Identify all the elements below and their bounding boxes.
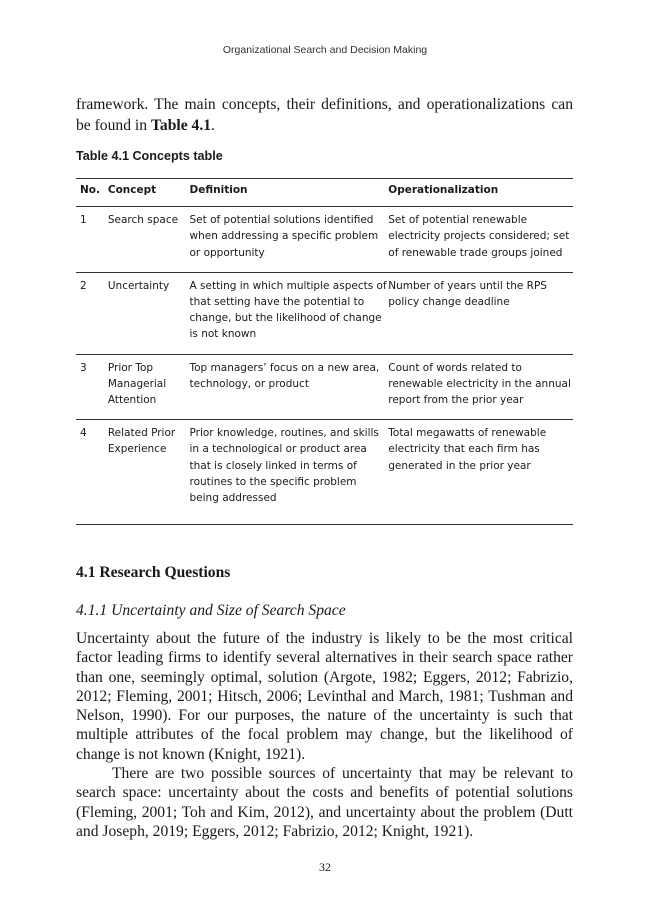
header-concept: Concept [108, 179, 190, 207]
intro-paragraph [76, 94, 573, 136]
table-header-row [76, 179, 573, 207]
section-heading: 4.1 Research Questions [76, 564, 231, 581]
cell-no: 2 [76, 272, 108, 354]
table-row [76, 420, 573, 525]
cell-no: 1 [76, 207, 108, 273]
intro-end: . [211, 117, 215, 134]
cell-definition: Prior knowledge, routines, and skills in a technological or product area that is closely linked in terms of routines to the specific problem being addressed [190, 420, 389, 525]
cell-definition: A setting in which multiple aspects of that setting have the potential to change, but the likelihood of change is not known [190, 272, 389, 354]
table-reference: Table 4.1 [150, 117, 212, 134]
concepts-table [76, 178, 573, 525]
table-row [76, 207, 573, 273]
running-header: Organizational Search and Decision Making [222, 44, 428, 56]
body-paragraph: There are two possible sources of uncertainty that may be relevant to search space: uncertainty about the costs and benefits of potential solutions (Fleming, 2001; Toh and Kim, 2012), and uncertainty about the problem (Dutt and Joseph, 2019; Eggers, 2012; Fabrizio, 2012; Knight, 1921). [76, 765, 573, 840]
subsection-heading: 4.1.1 Uncertainty and Size of Search Space [76, 602, 346, 619]
cell-no: 4 [76, 420, 108, 525]
cell-concept: Uncertainty [108, 272, 190, 354]
table-caption: Table 4.1 Concepts table [76, 149, 223, 163]
cell-definition: Set of potential solutions identified when addressing a specific problem or opportunity [190, 207, 389, 273]
table-row [76, 272, 573, 354]
cell-concept: Prior Top Managerial Attention [108, 354, 190, 420]
body-paragraph: Uncertainty about the future of the industry is likely to be the most critical factor leading firms to identify several alternatives in their search space rather than one, seemingly optimal, solution (Argote, 1982; Eggers, 2012; Fabrizio, 2012; Fleming, 2001; Hitsch, 2006; Levinthal and March, 1981; Tushman and Nelson, 1990). For our purposes, the nature of the uncertainty is such that multiple attributes of the focal problem may change, but the likelihood of change is not known (Knight, 1921). [76, 630, 573, 763]
cell-operationalization: Total megawatts of renewable electricity that each firm has generated in the prior year [388, 420, 573, 525]
header-definition: Definition [190, 179, 389, 207]
header-operationalization: Operationalization [388, 179, 573, 207]
cell-concept: Related Prior Experience [108, 420, 190, 525]
cell-definition: Top managers’ focus on a new area, technology, or product [190, 354, 389, 420]
table-row [76, 354, 573, 420]
cell-concept: Search space [108, 207, 190, 273]
intro-text: framework. The main concepts, their definitions, and operationalizations can be found in [76, 96, 573, 134]
cell-no: 3 [76, 354, 108, 420]
header-no: No. [76, 179, 108, 207]
cell-operationalization: Set of potential renewable electricity projects considered; set of renewable trade groups joined [388, 207, 573, 273]
cell-operationalization: Count of words related to renewable electricity in the annual report from the prior year [388, 354, 573, 420]
page-number: 32 [319, 860, 331, 874]
body-text [76, 629, 573, 841]
cell-operationalization: Number of years until the RPS policy change deadline [388, 272, 573, 354]
